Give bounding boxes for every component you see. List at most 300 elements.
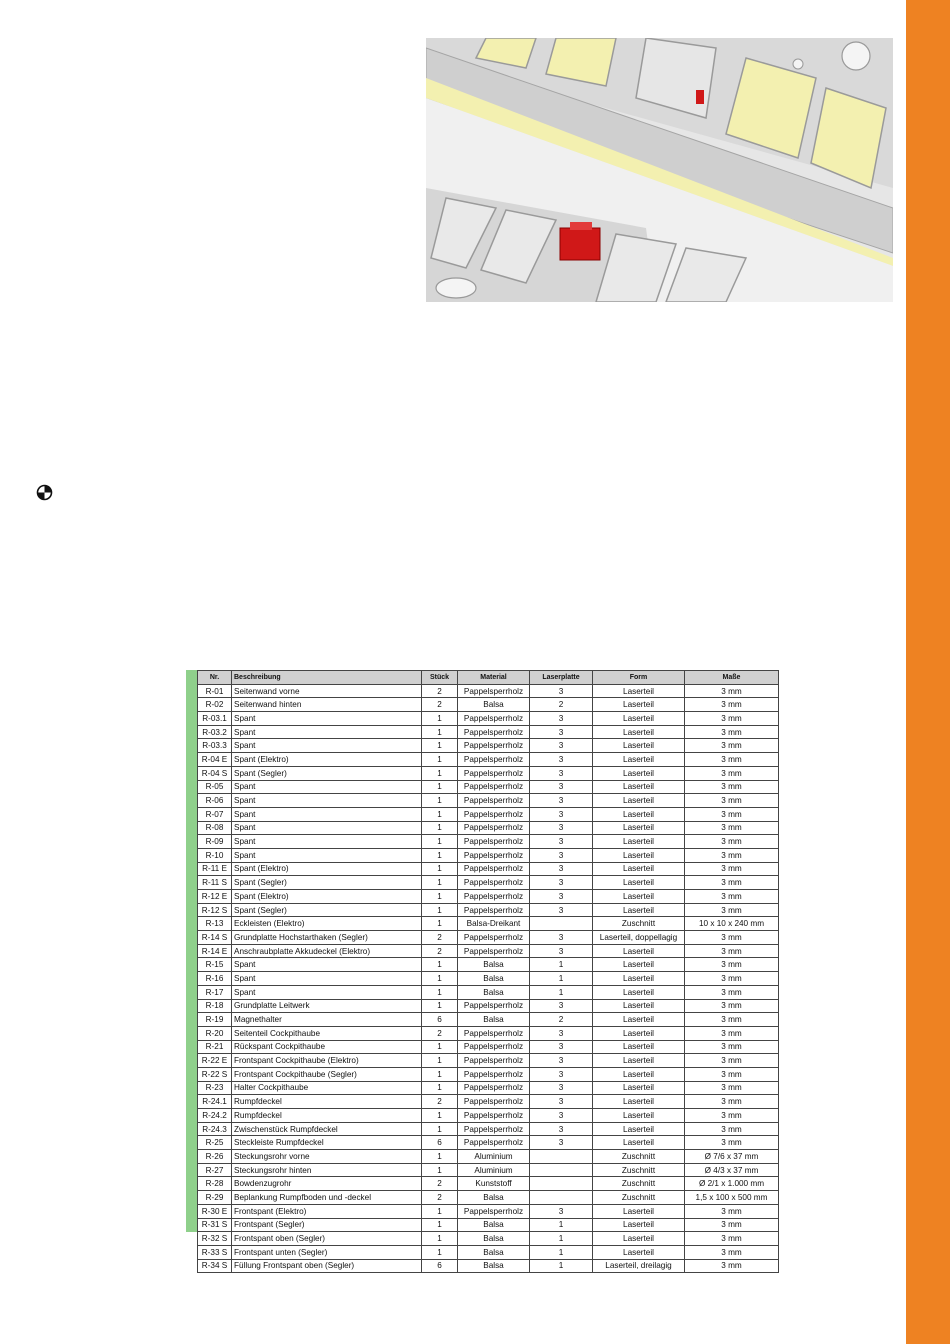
table-row <box>198 958 779 972</box>
cell-material: Pappelsperrholz <box>458 684 530 698</box>
header-nr: Nr. <box>198 671 232 685</box>
cell-nr: R-18 <box>198 999 232 1013</box>
cell-masse: Ø 2/1 x 1.000 mm <box>685 1177 779 1191</box>
cell-beschreibung: Rumpfdeckel <box>232 1095 422 1109</box>
table-margin-strip <box>186 670 197 1232</box>
cell-material: Pappelsperrholz <box>458 848 530 862</box>
cell-form: Laserteil <box>593 725 685 739</box>
cell-material: Balsa-Dreikant <box>458 917 530 931</box>
quartered-circle-icon <box>36 484 53 501</box>
cell-laserplatte: 3 <box>530 1040 593 1054</box>
cell-beschreibung: Bowdenzugrohr <box>232 1177 422 1191</box>
cell-laserplatte: 3 <box>530 1067 593 1081</box>
cell-stueck: 1 <box>422 1054 458 1068</box>
cell-stueck: 1 <box>422 753 458 767</box>
cell-form: Laserteil <box>593 712 685 726</box>
table-row <box>198 876 779 890</box>
cell-masse: 3 mm <box>685 835 779 849</box>
cell-stueck: 2 <box>422 1191 458 1205</box>
cell-laserplatte: 3 <box>530 794 593 808</box>
cell-stueck: 1 <box>422 958 458 972</box>
cell-masse: 3 mm <box>685 684 779 698</box>
cell-form: Laserteil <box>593 821 685 835</box>
cell-laserplatte <box>530 1150 593 1164</box>
cell-beschreibung: Magnethalter <box>232 1013 422 1027</box>
table-row <box>198 835 779 849</box>
cell-beschreibung: Spant <box>232 725 422 739</box>
cell-material: Pappelsperrholz <box>458 1095 530 1109</box>
cell-stueck: 6 <box>422 1013 458 1027</box>
table-row <box>198 862 779 876</box>
cell-material: Pappelsperrholz <box>458 780 530 794</box>
cell-nr: R-15 <box>198 958 232 972</box>
table-row <box>198 848 779 862</box>
cell-beschreibung: Spant (Segler) <box>232 766 422 780</box>
cell-laserplatte: 3 <box>530 862 593 876</box>
table-row <box>198 821 779 835</box>
cell-material: Balsa <box>458 1232 530 1246</box>
cell-masse: 1,5 x 100 x 500 mm <box>685 1191 779 1205</box>
cell-stueck: 1 <box>422 1040 458 1054</box>
cell-nr: R-17 <box>198 985 232 999</box>
cell-beschreibung: Frontspant unten (Segler) <box>232 1245 422 1259</box>
cell-nr: R-23 <box>198 1081 232 1095</box>
cell-stueck: 1 <box>422 985 458 999</box>
cell-laserplatte: 3 <box>530 739 593 753</box>
cell-masse: 3 mm <box>685 821 779 835</box>
cell-form: Laserteil <box>593 1122 685 1136</box>
cell-nr: R-26 <box>198 1150 232 1164</box>
table-row <box>198 1177 779 1191</box>
cell-nr: R-04 S <box>198 766 232 780</box>
cell-beschreibung: Frontspant (Elektro) <box>232 1204 422 1218</box>
cell-form: Laserteil <box>593 780 685 794</box>
table-row <box>198 1095 779 1109</box>
cell-material: Kunststoff <box>458 1177 530 1191</box>
cell-form: Laserteil <box>593 766 685 780</box>
cell-masse: 3 mm <box>685 739 779 753</box>
cell-beschreibung: Anschraubplatte Akkudeckel (Elektro) <box>232 944 422 958</box>
cell-beschreibung: Frontspant oben (Segler) <box>232 1232 422 1246</box>
cell-masse: 3 mm <box>685 876 779 890</box>
table-row <box>198 1204 779 1218</box>
cell-material: Pappelsperrholz <box>458 821 530 835</box>
table-row <box>198 725 779 739</box>
cell-stueck: 6 <box>422 1259 458 1273</box>
cell-masse: Ø 4/3 x 37 mm <box>685 1163 779 1177</box>
cell-stueck: 1 <box>422 848 458 862</box>
cell-nr: R-20 <box>198 1026 232 1040</box>
cell-form: Laserteil <box>593 1081 685 1095</box>
cell-form: Laserteil <box>593 1245 685 1259</box>
cell-masse: 3 mm <box>685 1245 779 1259</box>
cell-beschreibung: Seitenwand hinten <box>232 698 422 712</box>
table-row <box>198 985 779 999</box>
table-row <box>198 972 779 986</box>
cell-material: Balsa <box>458 1013 530 1027</box>
cell-form: Laserteil <box>593 684 685 698</box>
table-row <box>198 1245 779 1259</box>
cell-laserplatte: 2 <box>530 1013 593 1027</box>
cell-form: Laserteil <box>593 944 685 958</box>
cell-beschreibung: Spant <box>232 848 422 862</box>
cell-laserplatte: 3 <box>530 944 593 958</box>
cell-beschreibung: Zwischenstück Rumpfdeckel <box>232 1122 422 1136</box>
table-row <box>198 1122 779 1136</box>
cell-stueck: 1 <box>422 794 458 808</box>
cell-stueck: 1 <box>422 972 458 986</box>
cell-beschreibung: Seitenwand vorne <box>232 684 422 698</box>
cell-stueck: 2 <box>422 684 458 698</box>
cell-masse: 3 mm <box>685 1026 779 1040</box>
cell-stueck: 1 <box>422 1150 458 1164</box>
cell-form: Laserteil <box>593 1109 685 1123</box>
table-row <box>198 739 779 753</box>
cell-stueck: 1 <box>422 917 458 931</box>
cell-form: Laserteil <box>593 972 685 986</box>
cell-material: Pappelsperrholz <box>458 944 530 958</box>
cell-material: Pappelsperrholz <box>458 862 530 876</box>
header-material: Material <box>458 671 530 685</box>
table-row <box>198 712 779 726</box>
cell-laserplatte: 3 <box>530 821 593 835</box>
cell-stueck: 1 <box>422 780 458 794</box>
header-laserplatte: Laserplatte <box>530 671 593 685</box>
cell-material: Pappelsperrholz <box>458 931 530 945</box>
cell-stueck: 1 <box>422 807 458 821</box>
table-row <box>198 1218 779 1232</box>
cell-masse: 3 mm <box>685 999 779 1013</box>
cell-masse: 3 mm <box>685 985 779 999</box>
cell-laserplatte <box>530 1163 593 1177</box>
cell-masse: 3 mm <box>685 931 779 945</box>
cell-nr: R-31 S <box>198 1218 232 1232</box>
cell-form: Laserteil <box>593 862 685 876</box>
table-row <box>198 780 779 794</box>
cell-masse: 3 mm <box>685 1259 779 1273</box>
cell-beschreibung: Spant <box>232 821 422 835</box>
cell-laserplatte: 1 <box>530 985 593 999</box>
cell-stueck: 2 <box>422 1026 458 1040</box>
table-row <box>198 794 779 808</box>
cell-masse: 3 mm <box>685 972 779 986</box>
cell-beschreibung: Frontspant Cockpithaube (Elektro) <box>232 1054 422 1068</box>
cell-beschreibung: Spant (Elektro) <box>232 862 422 876</box>
cell-material: Pappelsperrholz <box>458 753 530 767</box>
cell-stueck: 1 <box>422 862 458 876</box>
cell-laserplatte: 3 <box>530 835 593 849</box>
cell-beschreibung: Frontspant (Segler) <box>232 1218 422 1232</box>
cell-material: Balsa <box>458 1218 530 1232</box>
cell-form: Laserteil <box>593 1095 685 1109</box>
cell-beschreibung: Frontspant Cockpithaube (Segler) <box>232 1067 422 1081</box>
cell-beschreibung: Spant <box>232 835 422 849</box>
cell-beschreibung: Steckungsrohr hinten <box>232 1163 422 1177</box>
cell-stueck: 2 <box>422 931 458 945</box>
table-row <box>198 1136 779 1150</box>
table-row <box>198 1081 779 1095</box>
cell-beschreibung: Rückspant Cockpithaube <box>232 1040 422 1054</box>
cell-nr: R-25 <box>198 1136 232 1150</box>
cell-material: Pappelsperrholz <box>458 1109 530 1123</box>
header-beschreibung: Beschreibung <box>232 671 422 685</box>
cell-laserplatte <box>530 917 593 931</box>
cell-material: Aluminium <box>458 1150 530 1164</box>
cell-material: Pappelsperrholz <box>458 807 530 821</box>
cell-form: Zuschnitt <box>593 917 685 931</box>
cell-nr: R-08 <box>198 821 232 835</box>
cell-stueck: 1 <box>422 821 458 835</box>
cell-form: Zuschnitt <box>593 1163 685 1177</box>
cell-material: Balsa <box>458 958 530 972</box>
cell-masse: 3 mm <box>685 753 779 767</box>
cell-laserplatte: 3 <box>530 684 593 698</box>
parts-list <box>186 670 778 1271</box>
cell-stueck: 1 <box>422 835 458 849</box>
table-row <box>198 1232 779 1246</box>
cell-material: Pappelsperrholz <box>458 1204 530 1218</box>
cell-beschreibung: Spant (Elektro) <box>232 753 422 767</box>
table-row <box>198 1109 779 1123</box>
cell-form: Zuschnitt <box>593 1177 685 1191</box>
cell-laserplatte: 3 <box>530 1054 593 1068</box>
cell-stueck: 1 <box>422 1109 458 1123</box>
cell-material: Pappelsperrholz <box>458 794 530 808</box>
cell-stueck: 1 <box>422 903 458 917</box>
cell-nr: R-03.3 <box>198 739 232 753</box>
cell-form: Laserteil <box>593 1013 685 1027</box>
cell-form: Laserteil <box>593 903 685 917</box>
cell-material: Balsa <box>458 698 530 712</box>
cell-beschreibung: Spant <box>232 972 422 986</box>
table-row <box>198 903 779 917</box>
cell-beschreibung: Spant (Elektro) <box>232 890 422 904</box>
cell-material: Pappelsperrholz <box>458 712 530 726</box>
cell-laserplatte: 3 <box>530 1081 593 1095</box>
cell-stueck: 1 <box>422 1163 458 1177</box>
cell-stueck: 1 <box>422 1245 458 1259</box>
cell-material: Aluminium <box>458 1163 530 1177</box>
cell-masse: 3 mm <box>685 807 779 821</box>
cell-beschreibung: Beplankung Rumpfboden und -deckel <box>232 1191 422 1205</box>
cell-beschreibung: Grundplatte Leitwerk <box>232 999 422 1013</box>
table-row <box>198 698 779 712</box>
table-row <box>198 931 779 945</box>
cell-nr: R-13 <box>198 917 232 931</box>
cell-beschreibung: Spant <box>232 712 422 726</box>
cell-nr: R-05 <box>198 780 232 794</box>
cell-masse: 3 mm <box>685 725 779 739</box>
cell-nr: R-11 S <box>198 876 232 890</box>
cell-laserplatte: 3 <box>530 753 593 767</box>
cell-form: Laserteil, dreilagig <box>593 1259 685 1273</box>
cell-laserplatte: 3 <box>530 766 593 780</box>
table-row <box>198 1191 779 1205</box>
cell-nr: R-01 <box>198 684 232 698</box>
cell-laserplatte: 3 <box>530 780 593 794</box>
cell-material: Pappelsperrholz <box>458 1026 530 1040</box>
cell-nr: R-07 <box>198 807 232 821</box>
cell-nr: R-34 S <box>198 1259 232 1273</box>
cell-form: Laserteil <box>593 876 685 890</box>
cell-nr: R-33 S <box>198 1245 232 1259</box>
cell-form: Laserteil <box>593 999 685 1013</box>
cell-stueck: 1 <box>422 890 458 904</box>
cell-masse: 3 mm <box>685 1054 779 1068</box>
cell-material: Balsa <box>458 1191 530 1205</box>
cell-beschreibung: Eckleisten (Elektro) <box>232 917 422 931</box>
table-row <box>198 1013 779 1027</box>
table-row <box>198 1163 779 1177</box>
cell-material: Pappelsperrholz <box>458 999 530 1013</box>
table-row <box>198 753 779 767</box>
cell-material: Balsa <box>458 1259 530 1273</box>
cell-form: Laserteil <box>593 807 685 821</box>
cell-nr: R-14 S <box>198 931 232 945</box>
cell-material: Pappelsperrholz <box>458 835 530 849</box>
header-form: Form <box>593 671 685 685</box>
cell-nr: R-04 E <box>198 753 232 767</box>
cell-laserplatte: 3 <box>530 890 593 904</box>
cell-laserplatte: 3 <box>530 807 593 821</box>
cell-stueck: 1 <box>422 712 458 726</box>
cell-beschreibung: Spant (Segler) <box>232 876 422 890</box>
cell-beschreibung: Spant <box>232 958 422 972</box>
table-row <box>198 1026 779 1040</box>
cell-laserplatte: 3 <box>530 1095 593 1109</box>
cell-form: Laserteil <box>593 835 685 849</box>
cell-beschreibung: Spant <box>232 807 422 821</box>
cell-laserplatte: 3 <box>530 848 593 862</box>
cell-form: Laserteil <box>593 739 685 753</box>
cell-stueck: 1 <box>422 1204 458 1218</box>
table-row <box>198 766 779 780</box>
cell-form: Laserteil <box>593 848 685 862</box>
cell-form: Laserteil <box>593 753 685 767</box>
cell-form: Laserteil <box>593 1054 685 1068</box>
table-header-row <box>198 671 779 685</box>
cell-form: Laserteil <box>593 1232 685 1246</box>
cell-form: Laserteil <box>593 794 685 808</box>
cell-nr: R-21 <box>198 1040 232 1054</box>
cell-nr: R-24.1 <box>198 1095 232 1109</box>
cell-masse: 3 mm <box>685 1081 779 1095</box>
cell-stueck: 2 <box>422 1177 458 1191</box>
cell-nr: R-06 <box>198 794 232 808</box>
cell-nr: R-29 <box>198 1191 232 1205</box>
cell-material: Pappelsperrholz <box>458 1040 530 1054</box>
cell-nr: R-32 S <box>198 1232 232 1246</box>
cell-laserplatte: 1 <box>530 1218 593 1232</box>
table-row <box>198 999 779 1013</box>
header-stueck: Stück <box>422 671 458 685</box>
cell-nr: R-03.2 <box>198 725 232 739</box>
cell-laserplatte <box>530 1191 593 1205</box>
cell-material: Pappelsperrholz <box>458 739 530 753</box>
cell-stueck: 1 <box>422 999 458 1013</box>
cell-stueck: 1 <box>422 739 458 753</box>
cell-beschreibung: Seitenteil Cockpithaube <box>232 1026 422 1040</box>
cell-masse: 3 mm <box>685 944 779 958</box>
cell-stueck: 2 <box>422 944 458 958</box>
cell-nr: R-30 E <box>198 1204 232 1218</box>
cell-beschreibung: Füllung Frontspant oben (Segler) <box>232 1259 422 1273</box>
cell-beschreibung: Spant <box>232 739 422 753</box>
cell-laserplatte: 1 <box>530 1232 593 1246</box>
cell-material: Pappelsperrholz <box>458 725 530 739</box>
cell-material: Balsa <box>458 1245 530 1259</box>
cell-nr: R-24.3 <box>198 1122 232 1136</box>
cell-laserplatte: 3 <box>530 999 593 1013</box>
table-row <box>198 917 779 931</box>
cell-laserplatte: 3 <box>530 903 593 917</box>
cell-form: Laserteil <box>593 890 685 904</box>
cell-material: Pappelsperrholz <box>458 876 530 890</box>
cell-form: Laserteil <box>593 1136 685 1150</box>
cell-stueck: 2 <box>422 1095 458 1109</box>
cell-laserplatte: 3 <box>530 712 593 726</box>
cell-form: Laserteil <box>593 1218 685 1232</box>
cell-material: Pappelsperrholz <box>458 1136 530 1150</box>
cell-form: Laserteil <box>593 958 685 972</box>
cell-masse: 3 mm <box>685 1040 779 1054</box>
cell-material: Pappelsperrholz <box>458 1081 530 1095</box>
side-accent-bar <box>906 0 950 1344</box>
cell-masse: 3 mm <box>685 862 779 876</box>
cell-masse: 3 mm <box>685 712 779 726</box>
cell-beschreibung: Spant (Segler) <box>232 903 422 917</box>
cell-beschreibung: Spant <box>232 985 422 999</box>
cell-beschreibung: Spant <box>232 780 422 794</box>
cell-beschreibung: Halter Cockpithaube <box>232 1081 422 1095</box>
table-row <box>198 1054 779 1068</box>
cell-stueck: 6 <box>422 1136 458 1150</box>
cell-form: Laserteil <box>593 985 685 999</box>
cell-laserplatte: 1 <box>530 972 593 986</box>
cell-masse: 3 mm <box>685 780 779 794</box>
cell-nr: R-03.1 <box>198 712 232 726</box>
cell-nr: R-22 S <box>198 1067 232 1081</box>
cell-masse: Ø 7/6 x 37 mm <box>685 1150 779 1164</box>
cell-form: Laserteil <box>593 1067 685 1081</box>
cell-stueck: 2 <box>422 698 458 712</box>
cell-nr: R-28 <box>198 1177 232 1191</box>
cell-stueck: 1 <box>422 1081 458 1095</box>
table-row <box>198 1150 779 1164</box>
cell-masse: 3 mm <box>685 1013 779 1027</box>
cell-laserplatte: 1 <box>530 1259 593 1273</box>
cell-stueck: 1 <box>422 1122 458 1136</box>
cell-material: Pappelsperrholz <box>458 1054 530 1068</box>
cell-beschreibung: Steckungsrohr vorne <box>232 1150 422 1164</box>
model-render-image <box>426 38 893 302</box>
cell-masse: 3 mm <box>685 1067 779 1081</box>
cell-masse: 3 mm <box>685 848 779 862</box>
cell-laserplatte <box>530 1177 593 1191</box>
cell-nr: R-16 <box>198 972 232 986</box>
cell-nr: R-02 <box>198 698 232 712</box>
cell-nr: R-12 E <box>198 890 232 904</box>
cell-laserplatte: 3 <box>530 1204 593 1218</box>
cell-stueck: 1 <box>422 876 458 890</box>
fuselage-render-illustration <box>426 38 893 302</box>
cell-form: Laserteil <box>593 1040 685 1054</box>
cell-laserplatte: 1 <box>530 958 593 972</box>
cell-nr: R-27 <box>198 1163 232 1177</box>
cell-form: Laserteil <box>593 1204 685 1218</box>
cell-masse: 3 mm <box>685 1218 779 1232</box>
cell-form: Laserteil <box>593 1026 685 1040</box>
